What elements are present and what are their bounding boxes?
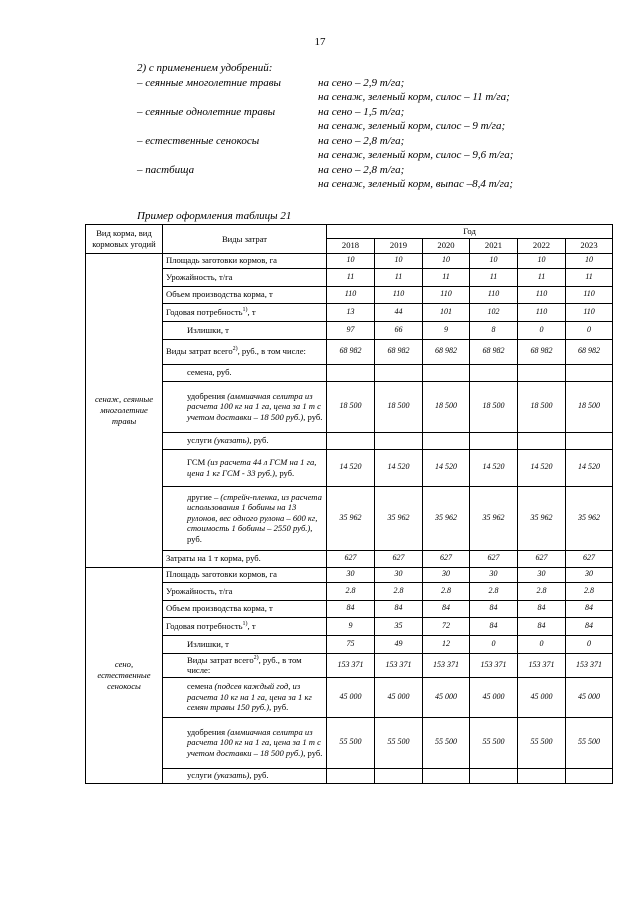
fertilizer-line [137, 119, 607, 134]
cost-item-name: услуги [187, 770, 212, 781]
value-cell: 75 [327, 635, 375, 653]
cost-item-label [163, 600, 327, 617]
footnote-marker: 1) [242, 306, 248, 313]
value-cell: 72 [423, 617, 470, 635]
value-cell: 627 [327, 550, 375, 567]
table-row [86, 253, 613, 268]
cost-item-label [163, 635, 327, 653]
cost-item-name: Затраты на 1 т корма, руб. [166, 553, 261, 564]
value-cell: 18 500 [566, 381, 613, 432]
value-cell [327, 432, 375, 449]
cost-item-label [163, 449, 327, 486]
value-cell: 0 [566, 321, 613, 339]
fertilizer-line [137, 105, 607, 120]
cost-item-label [163, 567, 327, 582]
value-cell: 35 [375, 617, 423, 635]
value-cell: 627 [470, 550, 518, 567]
table-row [86, 635, 613, 653]
value-cell: 30 [423, 567, 470, 582]
value-cell: 84 [470, 617, 518, 635]
value-cell: 110 [566, 286, 613, 303]
value-cell: 110 [566, 303, 613, 321]
fertilizer-heading: 2) с применением удобрений: [137, 62, 273, 74]
value-cell: 627 [518, 550, 566, 567]
fertilizer-yield: на сенаж, зеленый корм, силос – 9,6 т/га; [318, 149, 514, 161]
value-cell: 0 [566, 635, 613, 653]
table-body [86, 253, 613, 783]
value-cell: 153 371 [423, 653, 470, 677]
value-cell: 11 [327, 268, 375, 286]
cost-item-label [163, 364, 327, 381]
cost-item-name: Виды затрат всего [166, 346, 233, 357]
value-cell: 110 [470, 286, 518, 303]
value-cell: 101 [423, 303, 470, 321]
value-cell: 153 371 [518, 653, 566, 677]
fertilizer-yield: на сенаж, зеленый корм, выпас –8,4 т/га; [318, 178, 514, 190]
fertilizer-line [137, 90, 607, 105]
value-cell: 68 982 [470, 339, 518, 364]
cost-item-note: – (стрейч-пленка, из расчета использования 1 бобины на 13 рулонов, вес одного рулона – 600 кг, стоимость 1 бобины – 2550 руб.) [187, 491, 322, 534]
fertilizer-crop: – сеянные однолетние травы [137, 105, 276, 118]
value-cell: 68 982 [375, 339, 423, 364]
value-cell: 11 [470, 268, 518, 286]
fertilizer-crop: – сеянные многолетние травы [137, 76, 281, 89]
value-cell: 35 962 [566, 486, 613, 550]
value-cell: 30 [375, 567, 423, 582]
cost-item-unit: , т [247, 306, 256, 317]
cost-item-unit: , руб. [275, 467, 295, 478]
value-cell: 35 962 [518, 486, 566, 550]
fertilizer-yield: на сено – 2,9 т/га; [318, 76, 405, 89]
value-cell: 68 982 [423, 339, 470, 364]
value-cell [375, 768, 423, 783]
value-cell: 55 500 [518, 717, 566, 768]
value-cell: 18 500 [423, 381, 470, 432]
value-cell: 30 [518, 567, 566, 582]
year-header-cell: 2018 [327, 238, 375, 253]
value-cell: 84 [327, 600, 375, 617]
table-row [86, 339, 613, 364]
footnote-marker: 1) [242, 620, 248, 627]
year-header-cell: 2022 [518, 238, 566, 253]
value-cell: 10 [327, 253, 375, 268]
value-cell: 2.8 [327, 582, 375, 600]
value-cell: 14 520 [375, 449, 423, 486]
cost-item-label [163, 286, 327, 303]
value-cell: 110 [423, 286, 470, 303]
value-cell: 11 [566, 268, 613, 286]
value-cell: 10 [566, 253, 613, 268]
value-cell [566, 768, 613, 783]
cost-item-unit: , руб. [249, 770, 269, 781]
value-cell: 14 520 [518, 449, 566, 486]
value-cell: 84 [375, 600, 423, 617]
value-cell [566, 364, 613, 381]
value-cell: 0 [470, 635, 518, 653]
cost-item-unit: , руб. [187, 523, 313, 544]
value-cell [518, 432, 566, 449]
value-cell: 84 [518, 600, 566, 617]
cost-item-name: Урожайность, т/га [166, 585, 233, 596]
value-cell: 68 982 [566, 339, 613, 364]
cost-item-label [163, 339, 327, 364]
footnote-marker: 2) [253, 654, 259, 661]
year-header-cell: 2020 [423, 238, 470, 253]
value-cell: 45 000 [518, 677, 566, 717]
value-cell [327, 364, 375, 381]
fertilizer-yield: на сенаж, зеленый корм, силос – 9 т/га; [318, 120, 506, 132]
value-cell: 8 [470, 321, 518, 339]
cost-item-unit: , т [247, 620, 256, 631]
fertilizer-yields-section [137, 61, 607, 192]
value-cell: 49 [375, 635, 423, 653]
value-cell: 18 500 [327, 381, 375, 432]
value-cell: 18 500 [518, 381, 566, 432]
value-cell: 45 000 [423, 677, 470, 717]
fertilizer-crop [137, 119, 318, 134]
value-cell: 18 500 [470, 381, 518, 432]
table-row [86, 381, 613, 432]
cost-table [85, 224, 613, 784]
footnote-marker: 2) [232, 346, 238, 353]
value-cell: 110 [518, 286, 566, 303]
value-cell [566, 432, 613, 449]
cost-item-label [163, 617, 327, 635]
cost-item-name: Виды затрат всего [187, 654, 254, 665]
cost-item-unit: , руб. [303, 411, 323, 422]
value-cell: 627 [375, 550, 423, 567]
cost-item-label [163, 381, 327, 432]
value-cell: 68 982 [327, 339, 375, 364]
value-cell: 11 [518, 268, 566, 286]
value-cell: 14 520 [423, 449, 470, 486]
fertilizer-crop: – естественные сенокосы [137, 134, 260, 147]
value-cell: 55 500 [566, 717, 613, 768]
value-cell: 84 [566, 617, 613, 635]
fertilizer-yield: на сено – 2,8 т/га; [318, 163, 405, 176]
table-row [86, 268, 613, 286]
cost-item-unit: , руб. [303, 747, 323, 758]
value-cell: 627 [566, 550, 613, 567]
cost-item-name: услуги [187, 435, 212, 446]
header-year: Год [327, 225, 613, 239]
cost-item-label [163, 768, 327, 783]
fertilizer-line [137, 177, 607, 192]
value-cell: 35 962 [470, 486, 518, 550]
value-cell: 18 500 [375, 381, 423, 432]
table-row [86, 364, 613, 381]
cost-item-name: Площадь заготовки кормов, га [166, 255, 277, 266]
value-cell [423, 432, 470, 449]
value-cell: 14 520 [327, 449, 375, 486]
header-cost-type: Виды затрат [163, 225, 327, 254]
cost-item-label [163, 677, 327, 717]
value-cell: 45 000 [566, 677, 613, 717]
cost-item-label [163, 321, 327, 339]
cost-item-unit: , руб. [269, 702, 289, 713]
cost-item-name: Объем производства корма, т [166, 289, 273, 300]
value-cell: 55 500 [423, 717, 470, 768]
table-caption: Пример оформления таблицы 21 [137, 210, 292, 222]
value-cell [518, 768, 566, 783]
cost-item-name: Излишки, т [187, 324, 229, 335]
value-cell: 110 [375, 286, 423, 303]
cost-item-unit: , руб., в том числе: [187, 654, 302, 675]
year-header-cell: 2019 [375, 238, 423, 253]
value-cell: 35 962 [327, 486, 375, 550]
table-row [86, 449, 613, 486]
value-cell [518, 364, 566, 381]
cost-item-name: Годовая потребность [166, 620, 243, 631]
table-row [86, 550, 613, 567]
table-row [86, 617, 613, 635]
year-header-cell: 2021 [470, 238, 518, 253]
value-cell: 11 [423, 268, 470, 286]
value-cell: 9 [423, 321, 470, 339]
fertilizer-line [137, 148, 607, 163]
fertilizer-crop [137, 90, 318, 105]
table-row [86, 486, 613, 550]
value-cell: 153 371 [566, 653, 613, 677]
cost-item-name: удобрения [187, 726, 226, 737]
value-cell: 10 [470, 253, 518, 268]
fertilizer-crop [137, 177, 318, 192]
value-cell [470, 364, 518, 381]
value-cell: 44 [375, 303, 423, 321]
value-cell: 97 [327, 321, 375, 339]
cost-item-label [163, 717, 327, 768]
value-cell: 12 [423, 635, 470, 653]
cost-item-note: (из расчета 44 л ГСМ на 1 га, цена 1 кг ГСМ - 33 руб.) [187, 457, 317, 478]
table-row [86, 321, 613, 339]
table-row [86, 303, 613, 321]
crop-type-cell: сенаж, сеянные многолетние травы [86, 253, 163, 567]
value-cell: 2.8 [423, 582, 470, 600]
cost-item-label [163, 550, 327, 567]
value-cell: 14 520 [566, 449, 613, 486]
value-cell [375, 432, 423, 449]
cost-item-note: (аммиачная селитра из расчета 100 кг на 1 га, цена за 1 т с учетом доставки – 18 500 руб.) [187, 726, 321, 758]
cost-item-label [163, 303, 327, 321]
fertilizer-line [137, 134, 607, 149]
value-cell: 627 [423, 550, 470, 567]
cost-item-label [163, 486, 327, 550]
cost-item-name: Излишки, т [187, 638, 229, 649]
cost-item-unit: , руб., в том числе: [237, 346, 306, 357]
cost-item-name: ГСМ [187, 457, 206, 467]
table-row [86, 432, 613, 449]
value-cell: 35 962 [423, 486, 470, 550]
cost-item-label [163, 653, 327, 677]
cost-item-name: Годовая потребность [166, 306, 243, 317]
table-row [86, 677, 613, 717]
value-cell: 66 [375, 321, 423, 339]
value-cell: 10 [423, 253, 470, 268]
table-row [86, 600, 613, 617]
value-cell [470, 432, 518, 449]
fertilizer-crop: – пастбища [137, 163, 195, 176]
cost-item-name: удобрения [187, 390, 226, 401]
value-cell: 55 500 [327, 717, 375, 768]
fertilizer-line [137, 163, 607, 178]
table-row [86, 717, 613, 768]
cost-item-note: (указать) [211, 770, 250, 781]
cost-item-label [163, 432, 327, 449]
fertilizer-line [137, 76, 607, 91]
cost-item-note: (подсев каждый год, из расчета 10 кг на 1 га, цена за 1 кг семян травы 150 руб.) [187, 681, 312, 713]
cost-item-label [163, 582, 327, 600]
fertilizer-yield: на сено – 1,5 т/га; [318, 105, 405, 118]
value-cell: 45 000 [470, 677, 518, 717]
value-cell: 110 [327, 286, 375, 303]
value-cell: 9 [327, 617, 375, 635]
cost-item-note: (аммиачная селитра из расчета 100 кг на 1 га, цена за 1 т с учетом доставки – 18 500 руб.) [187, 390, 321, 422]
cost-item-name: Объем производства корма, т [166, 603, 273, 614]
value-cell: 84 [566, 600, 613, 617]
value-cell: 84 [423, 600, 470, 617]
table-row [86, 582, 613, 600]
value-cell: 45 000 [327, 677, 375, 717]
fertilizer-yield: на сено – 2,8 т/га; [318, 134, 405, 147]
value-cell: 11 [375, 268, 423, 286]
cost-item-name: семена, руб. [187, 367, 232, 378]
value-cell: 14 520 [470, 449, 518, 486]
value-cell: 102 [470, 303, 518, 321]
value-cell: 10 [375, 253, 423, 268]
value-cell: 30 [566, 567, 613, 582]
value-cell: 55 500 [375, 717, 423, 768]
value-cell: 153 371 [327, 653, 375, 677]
page-number: 17 [314, 36, 326, 48]
value-cell: 55 500 [470, 717, 518, 768]
table-row [86, 286, 613, 303]
value-cell: 2.8 [518, 582, 566, 600]
cost-item-note: (указать) [211, 435, 250, 446]
value-cell: 45 000 [375, 677, 423, 717]
fertilizer-yield: на сенаж, зеленый корм, силос – 11 т/га; [318, 91, 510, 103]
value-cell [375, 364, 423, 381]
value-cell: 68 982 [518, 339, 566, 364]
crop-type-cell: сено, естественные сенокосы [86, 567, 163, 783]
value-cell: 84 [518, 617, 566, 635]
value-cell: 2.8 [470, 582, 518, 600]
table-row [86, 768, 613, 783]
value-cell: 30 [470, 567, 518, 582]
value-cell: 2.8 [566, 582, 613, 600]
cost-item-label [163, 268, 327, 286]
cost-item-name: другие [187, 491, 212, 502]
cost-item-label [163, 253, 327, 268]
value-cell: 10 [518, 253, 566, 268]
table-row [86, 567, 613, 582]
fertilizer-crop [137, 148, 318, 163]
value-cell [470, 768, 518, 783]
value-cell [423, 768, 470, 783]
value-cell: 0 [518, 321, 566, 339]
value-cell: 110 [518, 303, 566, 321]
value-cell: 153 371 [470, 653, 518, 677]
value-cell [327, 768, 375, 783]
year-header-cell: 2023 [566, 238, 613, 253]
value-cell: 30 [327, 567, 375, 582]
value-cell: 35 962 [375, 486, 423, 550]
value-cell: 2.8 [375, 582, 423, 600]
cost-item-name: Урожайность, т/га [166, 271, 233, 282]
value-cell: 0 [518, 635, 566, 653]
cost-item-name: Площадь заготовки кормов, га [166, 569, 277, 580]
value-cell: 84 [470, 600, 518, 617]
cost-item-unit: , руб. [249, 435, 269, 446]
cost-item-name: семена [187, 681, 213, 692]
header-feed-type: Вид корма, вид кормовых угодий [86, 225, 163, 254]
table-row [86, 653, 613, 677]
value-cell: 153 371 [375, 653, 423, 677]
value-cell [423, 364, 470, 381]
value-cell: 13 [327, 303, 375, 321]
fertilizer-lines [137, 76, 607, 192]
